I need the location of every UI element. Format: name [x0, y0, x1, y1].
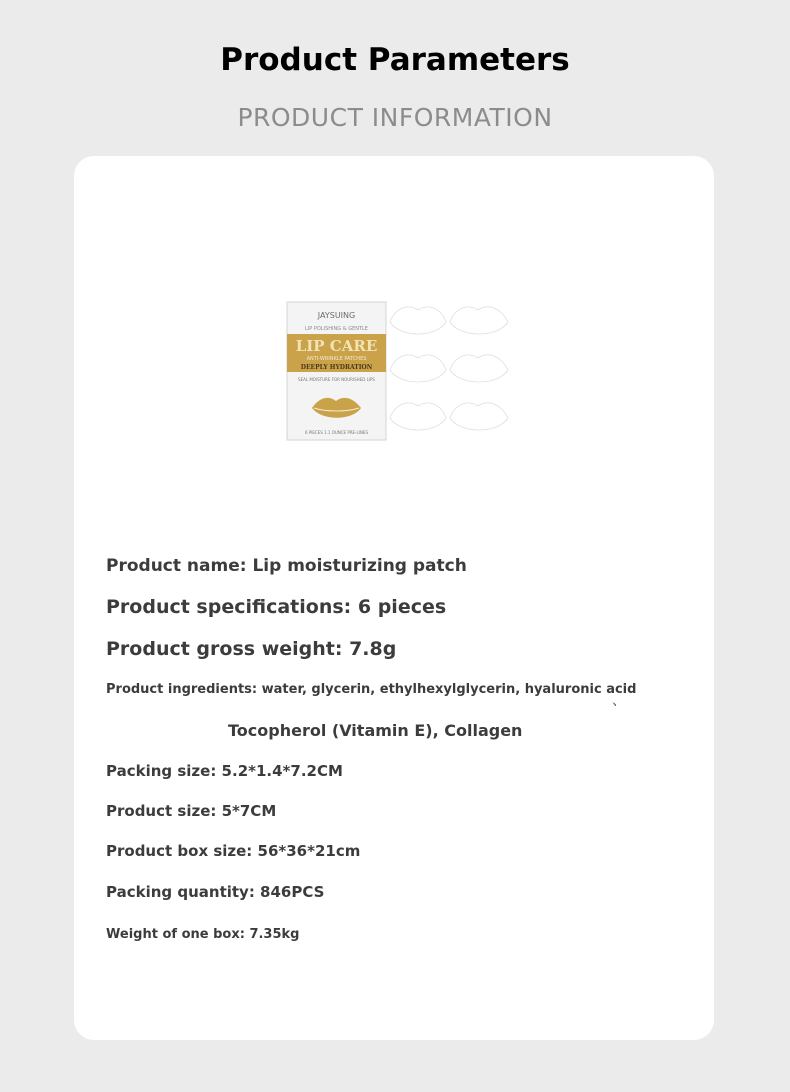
param-ingredients: Product ingredients: water, glycerin, ethylhexylglycerin, hyaluronic acid	[106, 682, 637, 697]
param-packing-quantity: Packing quantity: 846PCS	[106, 883, 325, 901]
box-count-text: 6 PIECES 1.1 OUNCE PRE-LINES	[305, 430, 368, 435]
lip-patch	[390, 403, 446, 430]
lip-patch	[450, 403, 508, 430]
lip-patch	[450, 307, 508, 334]
box-brand-text: JAYSUING	[317, 311, 356, 320]
page-subtitle: PRODUCT INFORMATION	[237, 103, 553, 132]
box-tagline-text: LIP POLISHING & GENTLE	[305, 326, 368, 332]
lip-patch	[390, 307, 446, 334]
ingredients-separator-mark: 、	[612, 693, 626, 709]
param-box-size: Product box size: 56*36*21cm	[106, 842, 361, 860]
param-product-size: Product size: 5*7CM	[106, 802, 277, 820]
lip-patches	[390, 307, 508, 430]
box-name-text: LIP CARE	[295, 337, 378, 355]
param-product-name: Product name: Lip moisturizing patch	[106, 556, 467, 576]
lip-patch	[390, 355, 446, 382]
page-title: Product Parameters	[220, 42, 570, 78]
param-ingredients-continued: Tocopherol (Vitamin E), Collagen	[228, 721, 523, 740]
param-gross-weight: Product gross weight: 7.8g	[106, 638, 397, 660]
box-benefit-text: DEEPLY HYDRATION	[300, 364, 373, 371]
box-description-text: SEAL MOISTURE FOR NOURISHED LIPS	[298, 377, 375, 382]
product-image	[286, 300, 512, 442]
parameters-card	[74, 156, 714, 1040]
box-subname-text: ANTI-WRINKLE PATCHES	[306, 356, 367, 362]
param-box-weight: Weight of one box: 7.35kg	[106, 927, 300, 942]
lip-patch	[450, 355, 508, 382]
param-specifications: Product specifications: 6 pieces	[106, 596, 447, 618]
param-packing-size: Packing size: 5.2*1.4*7.2CM	[106, 762, 343, 780]
